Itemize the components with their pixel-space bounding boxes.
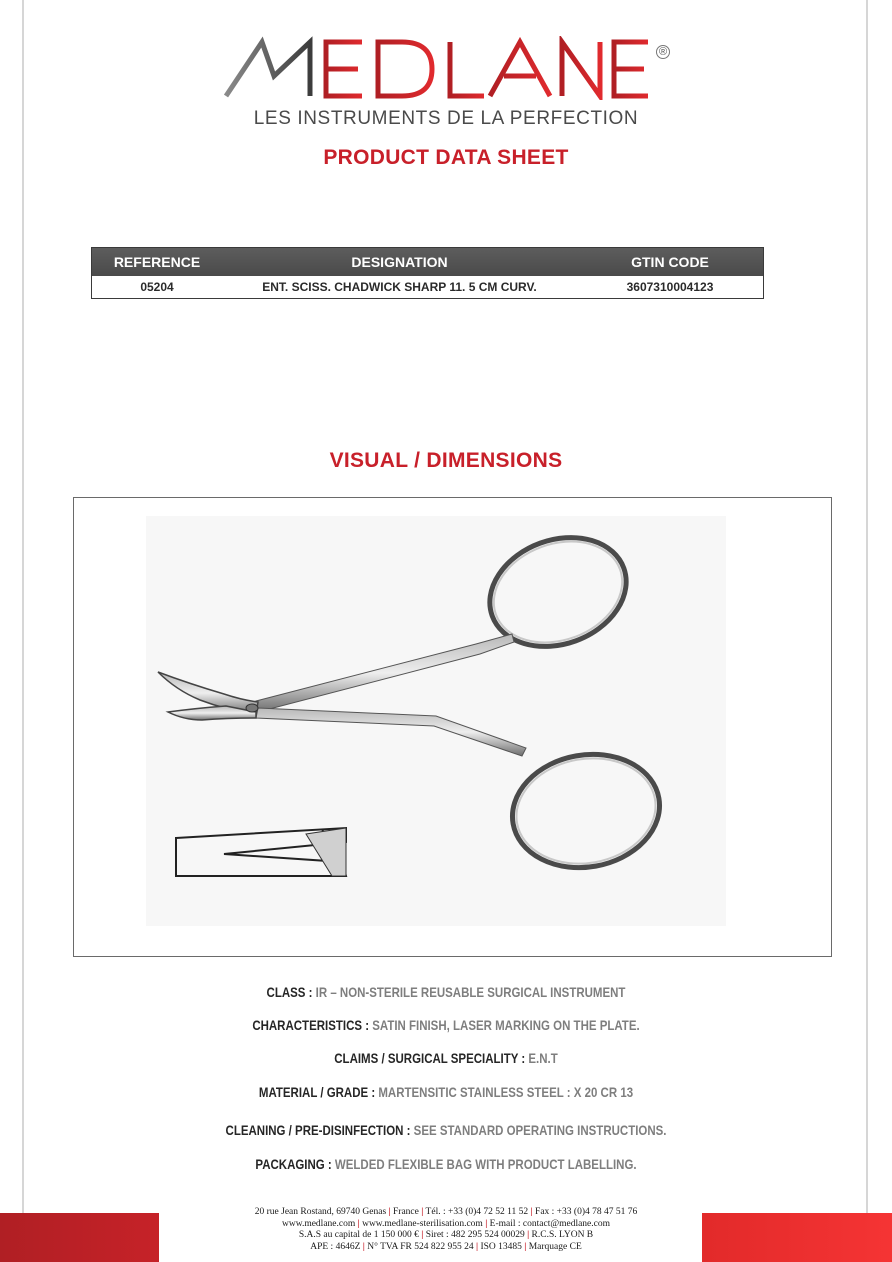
- product-visual-frame: [73, 497, 832, 957]
- page-border-right: [866, 0, 868, 1215]
- footer-web-line: www.medlane.com | www.medlane-sterilisation.com | E-mail : contact@medlane.com: [281, 1218, 610, 1229]
- product-data-sheet-title: PRODUCT DATA SHEET: [323, 146, 569, 169]
- product-table: [91, 247, 764, 299]
- cell-designation: ENT. SCISS. CHADWICK SHARP 11. 5 CM CURV.: [262, 280, 537, 294]
- header-designation: DESIGNATION: [351, 254, 448, 270]
- cell-gtin-code: 3607310004123: [626, 280, 714, 294]
- sterilisation-website-link[interactable]: www.medlane-sterilisation.com: [362, 1218, 483, 1229]
- spec-claims: CLAIMS / SURGICAL SPECIALITY : E.N.T: [334, 1050, 558, 1066]
- spec-cleaning: CLEANING / PRE-DISINFECTION : SEE STANDARD OPERATING INSTRUCTIONS.: [225, 1122, 667, 1138]
- spec-material: MATERIAL / GRADE : MARTENSITIC STAINLESS STEEL : X 20 CR 13: [258, 1084, 634, 1100]
- email-link[interactable]: E-mail : contact@medlane.com: [489, 1218, 610, 1229]
- visual-dimensions-title: VISUAL / DIMENSIONS: [329, 449, 563, 472]
- footer-legal-line: S.A.S au capital de 1 150 000 € | Siret : 482 295 524 00029 | R.C.S. LYON B: [298, 1230, 594, 1240]
- product-table-header: [92, 248, 763, 276]
- brand-tagline: LES INSTRUMENTS DE LA PERFECTION: [253, 108, 639, 129]
- page-border-left: [22, 0, 24, 1215]
- spec-class: CLASS : IR – NON-STERILE REUSABLE SURGICAL INSTRUMENT: [266, 984, 626, 1000]
- company-footer: [0, 1207, 892, 1253]
- footer-address-line: 20 rue Jean Rostand, 69740 Genas | France | Tél. : +33 (0)4 72 52 11 52 | Fax : +33 (0)4 78 47 51 76: [254, 1207, 638, 1217]
- header-gtin-code: GTIN CODE: [631, 254, 709, 270]
- brand-header: [0, 18, 892, 129]
- spec-characteristics: CHARACTERISTICS : SATIN FINISH, LASER MARKING ON THE PLATE.: [252, 1017, 640, 1033]
- table-row: [92, 276, 763, 298]
- product-photo: [146, 516, 726, 926]
- website-link[interactable]: www.medlane.com: [281, 1218, 356, 1229]
- registered-mark: ®: [656, 45, 670, 59]
- cell-reference: 05204: [140, 280, 174, 294]
- header-reference: REFERENCE: [113, 254, 201, 270]
- spec-packaging: PACKAGING : WELDED FLEXIBLE BAG WITH PRODUCT LABELLING.: [255, 1156, 637, 1172]
- scissors-illustration: [146, 516, 726, 926]
- footer-registration-line: APE : 4646Z | N° TVA FR 524 822 955 24 | ISO 13485 | Marquage CE: [310, 1241, 582, 1252]
- medlane-logo: [222, 36, 652, 100]
